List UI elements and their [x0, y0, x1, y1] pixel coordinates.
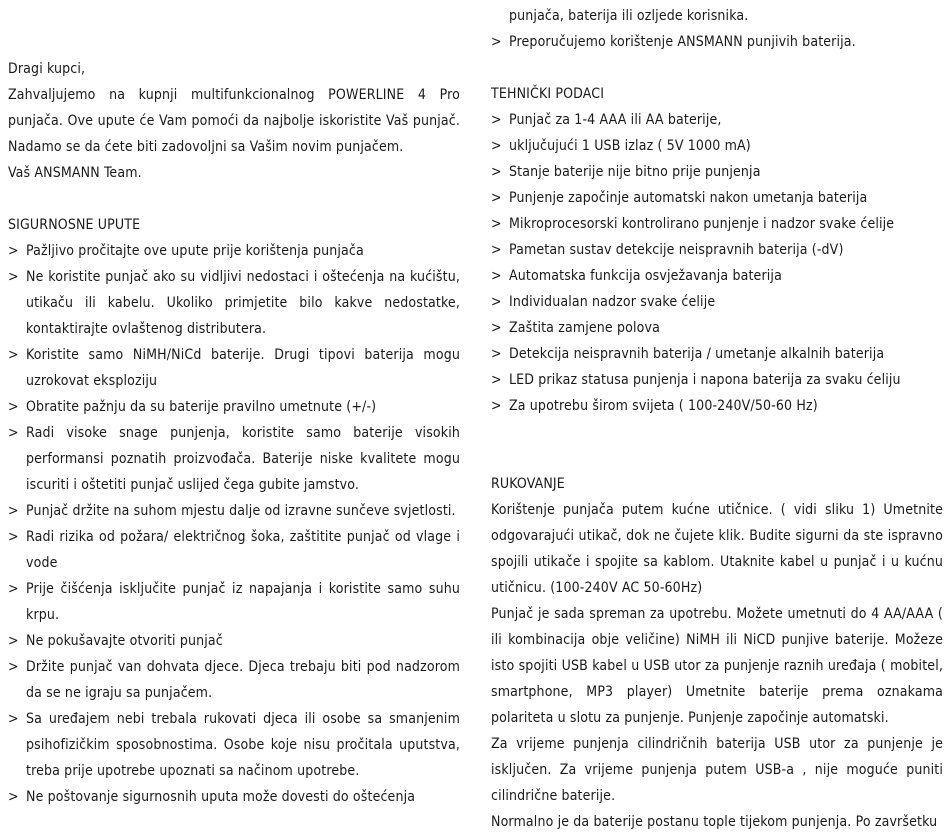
list-item-text: Sa uređajem nebi trebala rukovati djeca ili osobe sa smanjenim psihofizičkim sposobnostima. Osobe koje nisu pročitala uputstva, treba prije upotrebe upoznati sa načinom upotrebe. — [26, 711, 460, 779]
arrow-bullet-icon: > — [8, 243, 19, 259]
list-item-text: Pažljivo pročitajte ove upute prije korištenja punjača — [26, 243, 364, 259]
continuation-text: punjača, baterija ili ozljede korisnika. — [509, 8, 749, 24]
arrow-bullet-icon: > — [8, 711, 19, 727]
list-item-text: Punjač držite na suhom mjestu dalje od izravne sunčeve svjetlosti. — [26, 503, 456, 519]
tech-heading: TEHNIČKI PODACI — [491, 86, 605, 102]
list-item — [491, 211, 943, 237]
list-item — [491, 107, 943, 133]
safety-list — [8, 238, 460, 810]
list-item-text: Individualan nadzor svake ćelije — [509, 294, 716, 310]
list-item — [8, 498, 460, 524]
tech-list — [491, 107, 943, 419]
list-item — [8, 394, 460, 420]
recommend-list — [491, 29, 943, 55]
list-item-text: Detekcija neispravnih baterija / umetanje alkalnih baterija — [509, 346, 885, 362]
list-item — [491, 159, 943, 185]
list-item — [8, 342, 460, 394]
list-item-text: Koristite samo NiMH/NiCd baterije. Drugi tipovi baterija mogu uzrokovat eksploziju — [26, 347, 460, 389]
list-item — [491, 29, 943, 55]
arrow-bullet-icon: > — [491, 164, 502, 180]
list-item — [491, 133, 943, 159]
list-item — [491, 341, 943, 367]
recommend-text: Preporučujemo korištenje ANSMANN punjivih baterija. — [509, 34, 856, 50]
handling-paragraph: Punjač je sada spreman za upotrebu. Možete umetnuti do 4 AA/AAA ( ili kombinacija obje veličine) NiMH ili NiCD punjive baterije. Možeze isto spojiti USB kabel u USB utor za punjenje raznih uređaja ( mobitel, smartphone, MP3 player) Umetnite baterije prema oznakama polariteta u slotu za punjenje. Punjenje započinje automatski. — [491, 606, 943, 726]
arrow-bullet-icon: > — [491, 372, 502, 388]
arrow-bullet-icon: > — [8, 633, 19, 649]
list-item-text: Radi rizika od požara/ električnog šoka, zaštitite punjač od vlage i vode — [26, 529, 460, 571]
list-item — [8, 654, 460, 706]
list-item-text: Ne koristite punjač ako su vidljivi nedostaci i oštećenja na kućištu, utikaču ili kabelu. Ukoliko primjetite bilo kakve nedostatke, kontaktirajte ovlaštenog distributera. — [26, 269, 460, 337]
arrow-bullet-icon: > — [491, 216, 502, 232]
arrow-bullet-icon: > — [491, 346, 502, 362]
list-item — [491, 289, 943, 315]
arrow-bullet-icon: > — [491, 294, 502, 310]
arrow-bullet-icon: > — [491, 34, 502, 50]
handling-paragraph: Korištenje punjača putem kućne utičnice. ( vidi sliku 1) Umetnite odgovarajući utikač, dok ne čujete klik. Budite sigurni da ste ispravno spojili utikače i spojite sa kablom. Utaknite kabel u punjač i u kućnu utičnicu. (100-240V AC 50-60Hz) — [491, 502, 943, 596]
arrow-bullet-icon: > — [8, 503, 19, 519]
list-item-text: Prije čišćenja isključite punjač iz napajanja i koristite samo suhu krpu. — [26, 581, 460, 623]
list-item-text: Pametan sustav detekcije neispravnih baterija (-dV) — [509, 242, 844, 258]
list-item-text: Ne pokušavajte otvoriti punjač — [26, 633, 223, 649]
arrow-bullet-icon: > — [8, 529, 19, 545]
handling-section — [491, 497, 943, 835]
safety-heading: SIGURNOSNE UPUTE — [8, 217, 141, 233]
list-item — [491, 315, 943, 341]
list-item-text: Punjenje započinje automatski nakon umetanja baterija — [509, 190, 868, 206]
list-item — [8, 576, 460, 628]
arrow-bullet-icon: > — [491, 242, 502, 258]
list-item-text: Stanje baterije nije bitno prije punjenja — [509, 164, 761, 180]
list-item-text: LED prikaz statusa punjenja i napona baterija za svaku ćeliju — [509, 372, 901, 388]
list-item — [491, 393, 943, 419]
list-item-text: Mikroprocesorski kontrolirano punjenje i nadzor svake ćelije — [509, 216, 895, 232]
right-column — [491, 3, 943, 835]
list-item-text: Držite punjač van dohvata djece. Djeca trebaju biti pod nadzorom da se ne igraju sa punjačem. — [26, 659, 460, 701]
list-item — [8, 264, 460, 342]
list-item-text: Punjač za 1-4 AAA ili AA baterije, — [509, 112, 722, 128]
handling-paragraph: Normalno je da baterije postanu tople tijekom punjenja. Po završetku — [491, 814, 938, 830]
list-item — [8, 706, 460, 784]
handling-heading: RUKOVANJE — [491, 476, 565, 492]
arrow-bullet-icon: > — [8, 347, 19, 363]
list-item — [8, 784, 460, 810]
left-column — [8, 56, 460, 810]
arrow-bullet-icon: > — [491, 138, 502, 154]
arrow-bullet-icon: > — [491, 268, 502, 284]
arrow-bullet-icon: > — [491, 320, 502, 336]
arrow-bullet-icon: > — [491, 112, 502, 128]
arrow-bullet-icon: > — [8, 399, 19, 415]
arrow-bullet-icon: > — [8, 659, 19, 675]
arrow-bullet-icon: > — [8, 789, 19, 805]
arrow-bullet-icon: > — [491, 398, 502, 414]
list-item — [8, 524, 460, 576]
list-item-text: Zaštita zamjene polova — [509, 320, 660, 336]
signature: Vaš ANSMANN Team. — [8, 165, 142, 181]
list-item — [491, 237, 943, 263]
list-item-text: Obratite pažnju da su baterije pravilno umetnute (+/-) — [26, 399, 377, 415]
list-item — [8, 628, 460, 654]
list-item-text: uključujući 1 USB izlaz ( 5V 1000 mA) — [509, 138, 751, 154]
arrow-bullet-icon: > — [8, 425, 19, 441]
handling-paragraph: Za vrijeme punjenja cilindričnih baterija USB utor za punjenje je isključen. Za vrijeme punjenja putem USB-a , nije moguće puniti cilindrične baterije. — [491, 736, 943, 804]
greeting: Dragi kupci, — [8, 61, 86, 77]
arrow-bullet-icon: > — [8, 269, 19, 285]
arrow-bullet-icon: > — [8, 581, 19, 597]
list-item — [8, 420, 460, 498]
list-item — [491, 263, 943, 289]
intro-paragraph: Zahvaljujemo na kupnji multifunkcionalnog POWERLINE 4 Pro punjača. Ove upute će Vam pomoći da najbolje iskoristite Vaš punjač. Nadamo se da ćete biti zadovoljni sa Vašim novim punjačem. — [8, 87, 460, 155]
list-item-text: Za upotrebu širom svijeta ( 100-240V/50-60 Hz) — [509, 398, 818, 414]
arrow-bullet-icon: > — [491, 190, 502, 206]
list-item — [8, 238, 460, 264]
list-item-text: Automatska funkcija osvježavanja baterija — [509, 268, 782, 284]
list-item-text: Radi visoke snage punjenja, koristite samo baterije visokih performansi poznatih proizvođača. Baterije niske kvalitete mogu iscuriti i oštetiti punjač uslijed čega gubite jamstvo. — [26, 425, 460, 493]
list-item — [491, 185, 943, 211]
list-item — [491, 367, 943, 393]
list-item-text: Ne poštovanje sigurnosnih uputa može dovesti do oštećenja — [26, 789, 416, 805]
